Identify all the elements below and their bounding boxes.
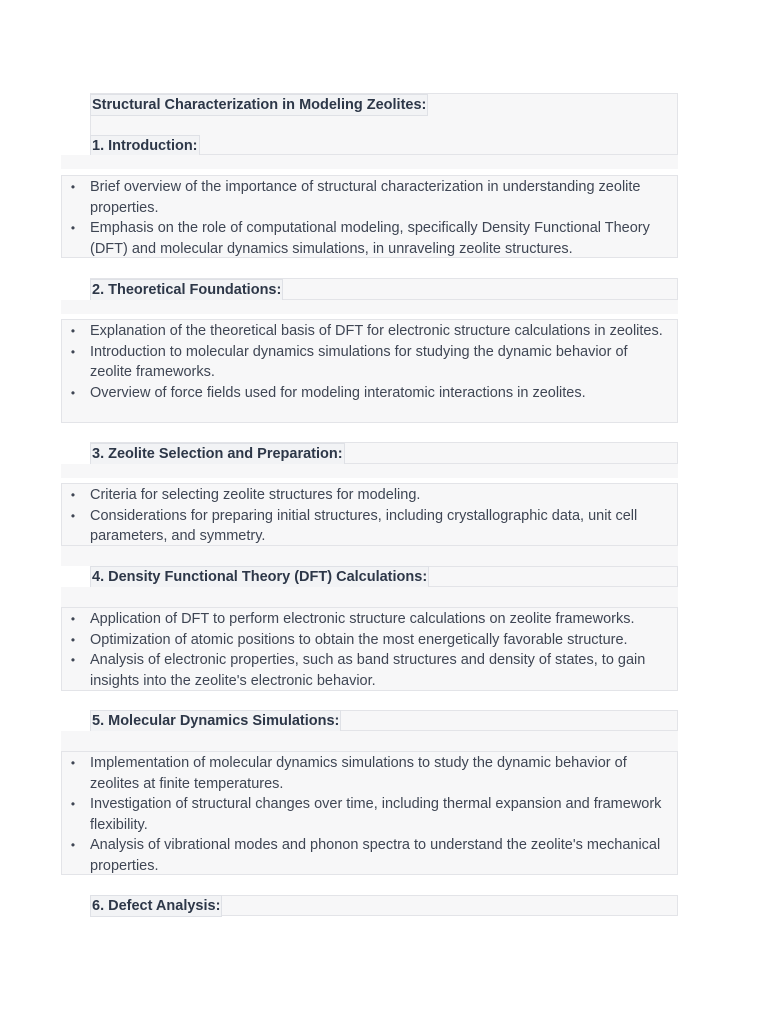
bullet-icon: • bbox=[70, 632, 76, 647]
section-gap bbox=[61, 464, 678, 478]
bullet-icon: • bbox=[70, 508, 76, 523]
section-heading-2: 2. Theoretical Foundations: bbox=[90, 279, 283, 301]
list-item: • Introduction to molecular dynamics simulations for studying the dynamic behavior of zeolite frameworks. bbox=[62, 342, 677, 383]
section-gap bbox=[61, 300, 678, 314]
list-item: • Explanation of the theoretical basis of DFT for electronic structure calculations in zeolites. bbox=[62, 321, 677, 342]
list-item: • Investigation of structural changes over time, including thermal expansion and framework flexibility. bbox=[62, 794, 677, 835]
section-gap bbox=[61, 587, 678, 607]
section-list-4 bbox=[61, 607, 678, 691]
section-gap bbox=[61, 731, 678, 751]
section-heading-3: 3. Zeolite Selection and Preparation: bbox=[90, 443, 345, 465]
list-item: • Emphasis on the role of computational modeling, specifically Density Functional Theory (DFT) and molecular dynamics simulations, in unraveling zeolite structures. bbox=[62, 218, 677, 259]
document-title: Structural Characterization in Modeling Zeolites: bbox=[90, 94, 428, 116]
bullet-icon: • bbox=[70, 221, 76, 236]
bullet-icon: • bbox=[70, 756, 76, 770]
list-item: • Optimization of atomic positions to obtain the most energetically favorable structure. bbox=[62, 630, 677, 651]
list-item: • Implementation of molecular dynamics simulations to study the dynamic behavior of zeolites at finite temperatures. bbox=[62, 753, 677, 794]
bullet-icon: • bbox=[70, 488, 76, 502]
bullet-icon: • bbox=[70, 180, 76, 194]
list-item: • Considerations for preparing initial structures, including crystallographic data, unit cell parameters, and symmetry. bbox=[62, 506, 677, 547]
section-gap bbox=[61, 155, 678, 169]
section-heading-1: 1. Introduction: bbox=[90, 135, 200, 157]
section-list-5 bbox=[61, 751, 678, 875]
list-item: • Analysis of electronic properties, such as band structures and density of states, to gain insights into the zeolite's electronic behavior. bbox=[62, 650, 677, 691]
bullet-icon: • bbox=[70, 797, 76, 812]
bullet-icon: • bbox=[70, 612, 76, 626]
list-item: • Brief overview of the importance of structural characterization in understanding zeolite properties. bbox=[62, 177, 677, 218]
bullet-icon: • bbox=[70, 344, 76, 359]
section-list-1 bbox=[61, 175, 678, 258]
bullet-icon: • bbox=[70, 324, 76, 338]
section-heading-5: 5. Molecular Dynamics Simulations: bbox=[90, 710, 341, 732]
list-item: • Overview of force fields used for modeling interatomic interactions in zeolites. bbox=[62, 383, 677, 404]
list-item: • Analysis of vibrational modes and phonon spectra to understand the zeolite's mechanical properties. bbox=[62, 835, 677, 876]
list-item: • Application of DFT to perform electronic structure calculations on zeolite frameworks. bbox=[62, 609, 677, 630]
section-gap bbox=[61, 546, 678, 566]
list-item: • Criteria for selecting zeolite structures for modeling. bbox=[62, 485, 677, 506]
section-heading-4: 4. Density Functional Theory (DFT) Calculations: bbox=[90, 566, 429, 588]
section-heading-6: 6. Defect Analysis: bbox=[90, 895, 222, 917]
bullet-icon: • bbox=[70, 653, 76, 668]
bullet-icon: • bbox=[70, 838, 76, 853]
bullet-icon: • bbox=[70, 385, 76, 400]
section-list-2 bbox=[61, 319, 678, 423]
section-list-3 bbox=[61, 483, 678, 546]
